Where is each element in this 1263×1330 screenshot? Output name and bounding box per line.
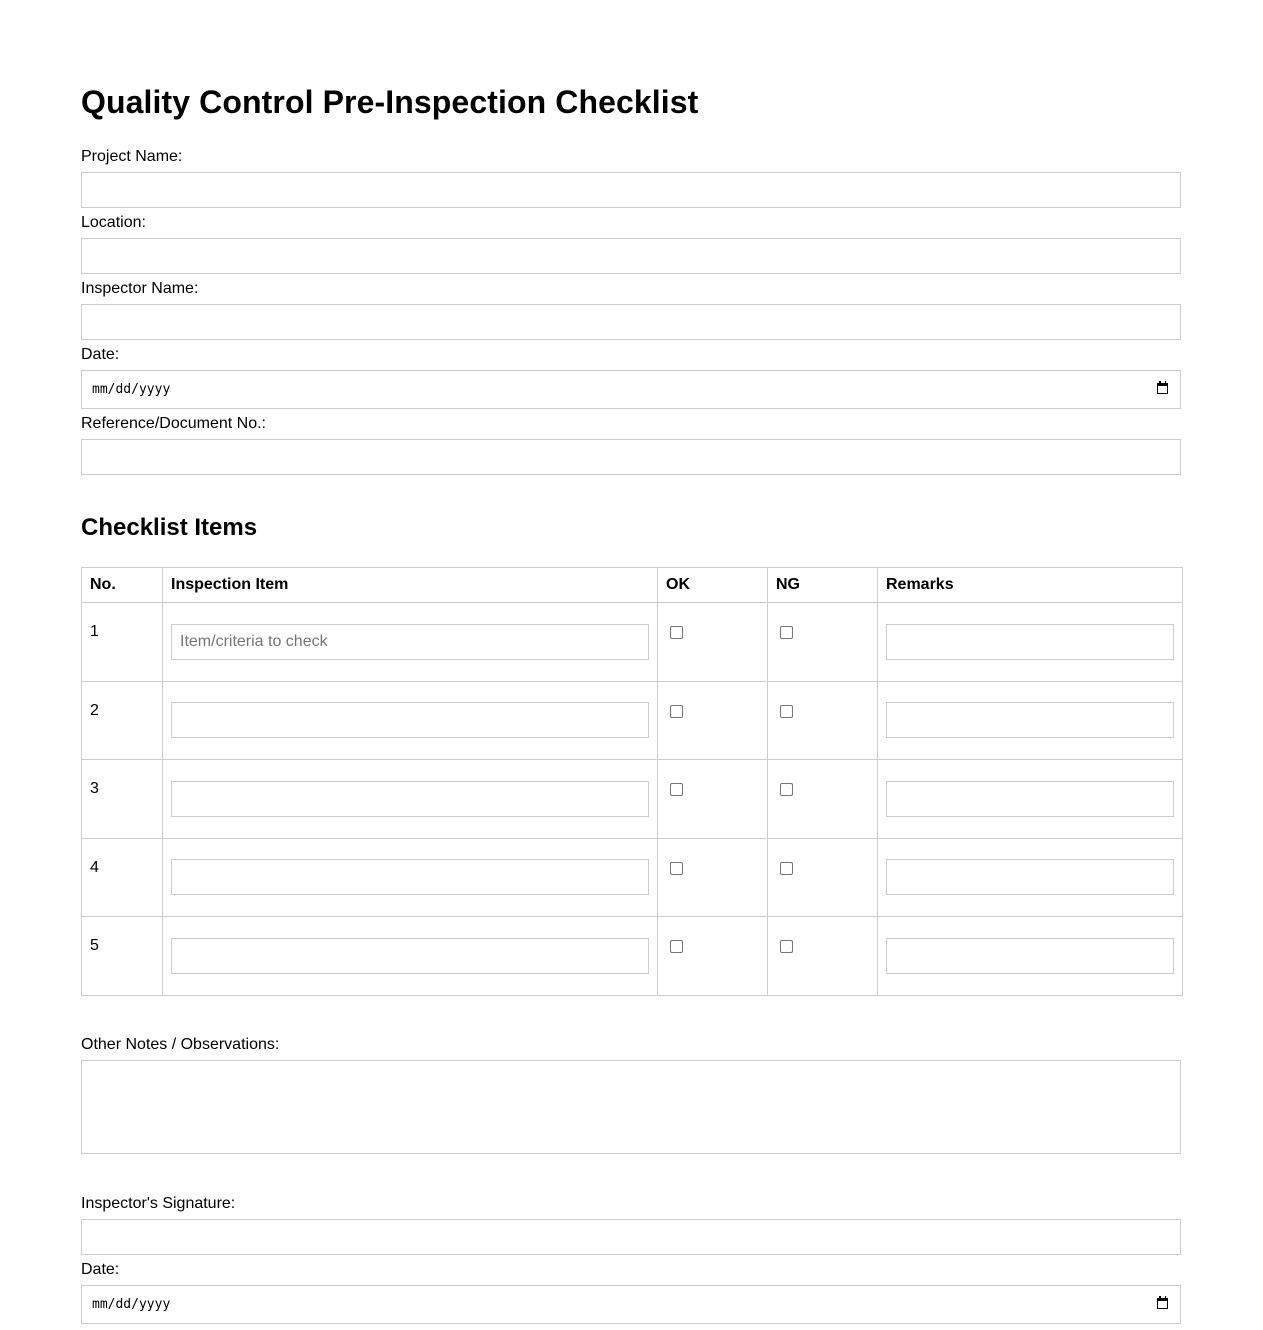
row-number: 3 — [82, 760, 163, 839]
table-row — [82, 760, 1183, 839]
row-number: 5 — [82, 917, 163, 996]
remarks-input[interactable] — [886, 859, 1174, 895]
column-header-remarks: Remarks — [878, 568, 1183, 603]
signature-label: Inspector's Signature: — [81, 1194, 236, 1212]
checklist-heading: Checklist Items — [81, 514, 258, 541]
ng-checkbox[interactable] — [780, 626, 793, 639]
reference-no-label: Reference/Document No.: — [81, 415, 266, 432]
ok-checkbox[interactable] — [670, 626, 683, 639]
column-header-ok: OK — [658, 568, 768, 603]
page-title: Quality Control Pre-Inspection Checklist — [81, 84, 699, 120]
project-name-input[interactable] — [81, 172, 1181, 208]
inspection-item-input[interactable] — [171, 781, 649, 817]
date-placeholder: mm/dd/yyyy — [92, 382, 171, 397]
ok-checkbox[interactable] — [670, 940, 683, 953]
row-number: 4 — [82, 838, 163, 917]
table-row — [82, 603, 1183, 682]
signoff-date-placeholder: mm/dd/yyyy — [92, 1296, 171, 1312]
remarks-input[interactable] — [886, 938, 1174, 974]
inspector-name-label: Inspector Name: — [81, 280, 199, 297]
calendar-icon[interactable] — [1157, 1298, 1168, 1309]
ok-checkbox[interactable] — [670, 783, 683, 796]
row-number: 1 — [82, 603, 163, 682]
column-header-ng: NG — [768, 568, 878, 603]
table-row — [82, 917, 1183, 996]
remarks-input[interactable] — [886, 702, 1174, 738]
location-label: Location: — [81, 214, 146, 231]
notes-textarea[interactable] — [81, 1060, 1181, 1154]
remarks-input[interactable] — [886, 781, 1174, 817]
table-row — [82, 681, 1183, 760]
date-label: Date: — [81, 346, 120, 363]
inspection-item-input[interactable] — [171, 859, 649, 895]
signature-input[interactable] — [81, 1219, 1181, 1255]
inspection-item-input[interactable] — [171, 938, 649, 974]
inspection-item-input[interactable] — [171, 624, 649, 660]
reference-no-input[interactable] — [81, 439, 1181, 475]
project-name-label: Project Name: — [81, 148, 183, 165]
form-container — [81, 0, 1181, 1324]
ng-checkbox[interactable] — [780, 783, 793, 796]
signoff-date-label: Date: — [81, 1260, 120, 1278]
ok-checkbox[interactable] — [670, 705, 683, 718]
inspector-name-input[interactable] — [81, 304, 1181, 340]
ok-checkbox[interactable] — [670, 862, 683, 875]
notes-label: Other Notes / Observations: — [81, 1035, 280, 1053]
column-header-no: No. — [82, 568, 163, 603]
inspection-item-input[interactable] — [171, 702, 649, 738]
column-header-inspection-item: Inspection Item — [163, 568, 658, 603]
ng-checkbox[interactable] — [780, 705, 793, 718]
ng-checkbox[interactable] — [780, 862, 793, 875]
calendar-icon[interactable] — [1157, 383, 1168, 394]
location-input[interactable] — [81, 238, 1181, 274]
checklist-table — [81, 567, 1183, 996]
row-number: 2 — [82, 681, 163, 760]
signoff-date-input[interactable] — [81, 1285, 1181, 1324]
date-input[interactable] — [81, 370, 1181, 409]
remarks-input[interactable] — [886, 624, 1174, 660]
ng-checkbox[interactable] — [780, 940, 793, 953]
table-row — [82, 838, 1183, 917]
table-header-row — [82, 568, 1183, 603]
